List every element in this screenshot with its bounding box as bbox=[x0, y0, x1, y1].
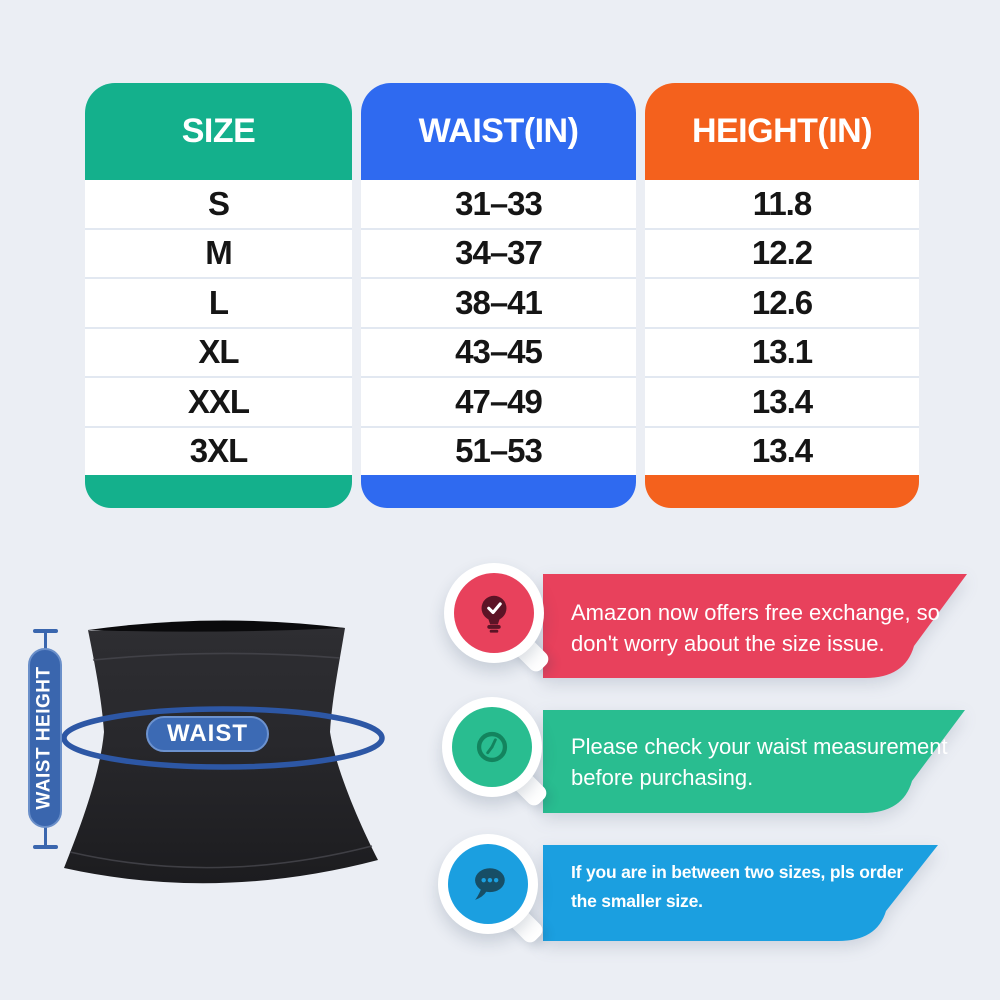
callout-line: don't worry about the size issue. bbox=[571, 631, 885, 656]
height-column-header: HEIGHT(IN) bbox=[645, 83, 919, 180]
waist-height-label: WAIST HEIGHT bbox=[34, 666, 56, 810]
size-column-footer bbox=[85, 475, 352, 508]
waist-label: WAIST bbox=[167, 720, 248, 747]
waist-cell: 51–53 bbox=[361, 426, 636, 476]
waist-column-footer bbox=[361, 475, 636, 508]
callout-text-between-sizes bbox=[571, 858, 903, 916]
callout-line: If you are in between two sizes, pls order bbox=[571, 862, 903, 882]
height-cell: 13.1 bbox=[645, 327, 919, 377]
callout-badge-exchange bbox=[444, 563, 544, 663]
size-cell: XXL bbox=[85, 376, 352, 426]
waist-height-label-pill bbox=[28, 648, 62, 828]
size-cell: L bbox=[85, 277, 352, 327]
size-cell: S bbox=[85, 180, 352, 228]
height-cell: 12.6 bbox=[645, 277, 919, 327]
callout-line: the smaller size. bbox=[571, 891, 703, 911]
height-cell: 13.4 bbox=[645, 426, 919, 476]
callout-badge-measure bbox=[442, 697, 542, 797]
waist-column-header: WAIST(IN) bbox=[361, 83, 636, 180]
waist-label-pill bbox=[146, 716, 269, 752]
size-column-header: SIZE bbox=[85, 83, 352, 180]
height-measure-cap-bottom bbox=[33, 845, 58, 849]
clock-icon bbox=[469, 724, 515, 770]
height-measure-cap-top bbox=[33, 629, 58, 633]
callout-line: Amazon now offers free exchange, so bbox=[571, 600, 940, 625]
waist-column bbox=[361, 83, 636, 508]
height-cell: 13.4 bbox=[645, 376, 919, 426]
lightbulb-check-icon bbox=[471, 590, 517, 636]
chat-bubble-icon bbox=[465, 861, 511, 907]
waist-cell: 47–49 bbox=[361, 376, 636, 426]
garment-body bbox=[64, 625, 378, 884]
waist-trainer-illustration bbox=[0, 560, 450, 1000]
badge-inner-circle bbox=[454, 573, 534, 653]
size-cell: XL bbox=[85, 327, 352, 377]
waist-cell: 38–41 bbox=[361, 277, 636, 327]
waist-cell: 34–37 bbox=[361, 228, 636, 278]
height-cell: 11.8 bbox=[645, 180, 919, 228]
callout-text-exchange bbox=[571, 597, 940, 659]
callout-text-measure bbox=[571, 731, 948, 793]
size-cell: M bbox=[85, 228, 352, 278]
size-cell: 3XL bbox=[85, 426, 352, 476]
callout-line: before purchasing. bbox=[571, 765, 754, 790]
badge-inner-circle bbox=[448, 844, 528, 924]
callout-badge-between-sizes bbox=[438, 834, 538, 934]
waist-cell: 43–45 bbox=[361, 327, 636, 377]
height-cell: 12.2 bbox=[645, 228, 919, 278]
height-column bbox=[645, 83, 919, 508]
size-table bbox=[85, 83, 919, 508]
height-column-footer bbox=[645, 475, 919, 508]
size-column bbox=[85, 83, 352, 508]
waist-cell: 31–33 bbox=[361, 180, 636, 228]
badge-inner-circle bbox=[452, 707, 532, 787]
callout-line: Please check your waist measurement bbox=[571, 734, 948, 759]
